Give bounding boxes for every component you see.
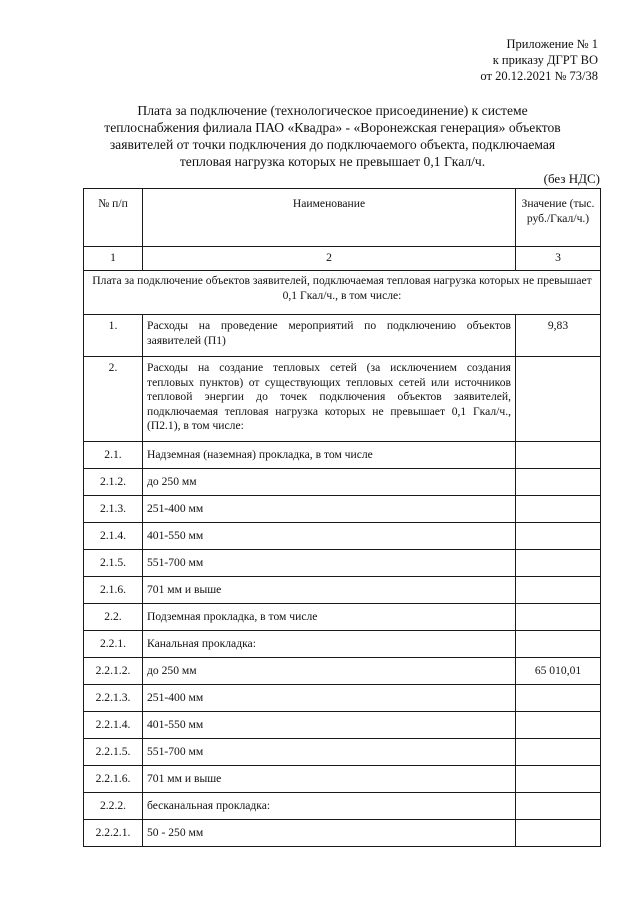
appendix-reference bbox=[480, 36, 598, 84]
row-number: 2.2.1. bbox=[84, 631, 143, 658]
vat-note: (без НДС) bbox=[543, 171, 600, 186]
table-row bbox=[84, 739, 601, 766]
appendix-line: Приложение № 1 bbox=[506, 37, 598, 51]
header-value: Значение (тыс. руб./Гкал/ч.) bbox=[516, 189, 601, 247]
row-name: 401-550 мм bbox=[143, 712, 516, 739]
row-value bbox=[516, 820, 601, 847]
row-number: 2.2.2. bbox=[84, 793, 143, 820]
row-name: Надземная (наземная) прокладка, в том числе bbox=[143, 442, 516, 469]
row-value bbox=[516, 523, 601, 550]
table-row bbox=[84, 604, 601, 631]
row-number: 2.2.1.6. bbox=[84, 766, 143, 793]
row-number: 2.1. bbox=[84, 442, 143, 469]
row-number: 1. bbox=[84, 315, 143, 357]
row-value bbox=[516, 357, 601, 442]
row-value bbox=[516, 739, 601, 766]
header-num: № п/п bbox=[84, 189, 143, 247]
row-name: 50 - 250 мм bbox=[143, 820, 516, 847]
row-number: 2.2.2.1. bbox=[84, 820, 143, 847]
column-index-row bbox=[84, 247, 601, 271]
row-name: Расходы на создание тепловых сетей (за исключением создания тепловых пунктов) от существующих тепловых сетей или источников тепловой энергии до точек подключения объектов заявителей, подключаемая тепловая нагрузка которых не превышает 0,1 Гкал/ч., (П2.1), в том числе: bbox=[143, 357, 516, 442]
header-name: Наименование bbox=[143, 189, 516, 247]
row-name: Расходы на проведение мероприятий по подключению объектов заявителей (П1) bbox=[143, 315, 516, 357]
title-line: заявителей от точки подключения до подключаемого объекта, подключаемая bbox=[109, 137, 556, 152]
table-row bbox=[84, 631, 601, 658]
row-name: 251-400 мм bbox=[143, 496, 516, 523]
row-name: 701 мм и выше bbox=[143, 766, 516, 793]
row-value bbox=[516, 550, 601, 577]
row-value: 9,83 bbox=[516, 315, 601, 357]
table-row bbox=[84, 577, 601, 604]
table-row bbox=[84, 523, 601, 550]
row-number: 2.2.1.4. bbox=[84, 712, 143, 739]
table-row bbox=[84, 550, 601, 577]
row-number: 2.1.5. bbox=[84, 550, 143, 577]
row-number: 2. bbox=[84, 357, 143, 442]
tariff-table bbox=[83, 188, 601, 847]
header-row bbox=[84, 189, 601, 247]
row-value bbox=[516, 793, 601, 820]
row-name: 551-700 мм bbox=[143, 550, 516, 577]
table-row bbox=[84, 658, 601, 685]
table-row bbox=[84, 315, 601, 357]
row-value bbox=[516, 496, 601, 523]
row-value bbox=[516, 469, 601, 496]
row-number: 2.1.2. bbox=[84, 469, 143, 496]
table-row bbox=[84, 357, 601, 442]
title-line: Плата за подключение (технологическое присоединение) к системе bbox=[137, 103, 528, 118]
table-row bbox=[84, 712, 601, 739]
row-number: 2.2.1.3. bbox=[84, 685, 143, 712]
row-name: до 250 мм bbox=[143, 469, 516, 496]
table-row bbox=[84, 469, 601, 496]
row-name: 251-400 мм bbox=[143, 685, 516, 712]
row-value bbox=[516, 631, 601, 658]
row-number: 2.1.4. bbox=[84, 523, 143, 550]
table-row bbox=[84, 496, 601, 523]
row-name: до 250 мм bbox=[143, 658, 516, 685]
title-line: теплоснабжения филиала ПАО «Квадра» - «Воронежская генерация» объектов bbox=[104, 120, 561, 135]
table-row bbox=[84, 685, 601, 712]
order-date-line: от 20.12.2021 № 73/38 bbox=[480, 69, 598, 83]
order-line: к приказу ДГРТ ВО bbox=[492, 53, 598, 67]
row-name: бесканальная прокладка: bbox=[143, 793, 516, 820]
row-number: 2.2.1.2. bbox=[84, 658, 143, 685]
row-name: 701 мм и выше bbox=[143, 577, 516, 604]
row-number: 2.2. bbox=[84, 604, 143, 631]
row-value: 65 010,01 bbox=[516, 658, 601, 685]
row-value bbox=[516, 766, 601, 793]
title-line: тепловая нагрузка которых не превышает 0,1 Гкал/ч. bbox=[179, 154, 486, 169]
row-value bbox=[516, 577, 601, 604]
table-row bbox=[84, 820, 601, 847]
row-number: 2.1.6. bbox=[84, 577, 143, 604]
tariff-table-body bbox=[84, 189, 601, 847]
column-index: 3 bbox=[516, 247, 601, 271]
row-value bbox=[516, 442, 601, 469]
column-index: 1 bbox=[84, 247, 143, 271]
table-row bbox=[84, 766, 601, 793]
row-name: Подземная прокладка, в том числе bbox=[143, 604, 516, 631]
row-value bbox=[516, 712, 601, 739]
row-name: 551-700 мм bbox=[143, 739, 516, 766]
row-value bbox=[516, 685, 601, 712]
table-row bbox=[84, 793, 601, 820]
row-number: 2.1.3. bbox=[84, 496, 143, 523]
row-value bbox=[516, 604, 601, 631]
row-name: Канальная прокладка: bbox=[143, 631, 516, 658]
table-row bbox=[84, 442, 601, 469]
section-title: Плата за подключение объектов заявителей, подключаемая тепловая нагрузка которых не превышает 0,1 Гкал/ч., в том числе: bbox=[84, 271, 601, 315]
document-title bbox=[60, 102, 605, 170]
row-name: 401-550 мм bbox=[143, 523, 516, 550]
row-number: 2.2.1.5. bbox=[84, 739, 143, 766]
section-row bbox=[84, 271, 601, 315]
column-index: 2 bbox=[143, 247, 516, 271]
